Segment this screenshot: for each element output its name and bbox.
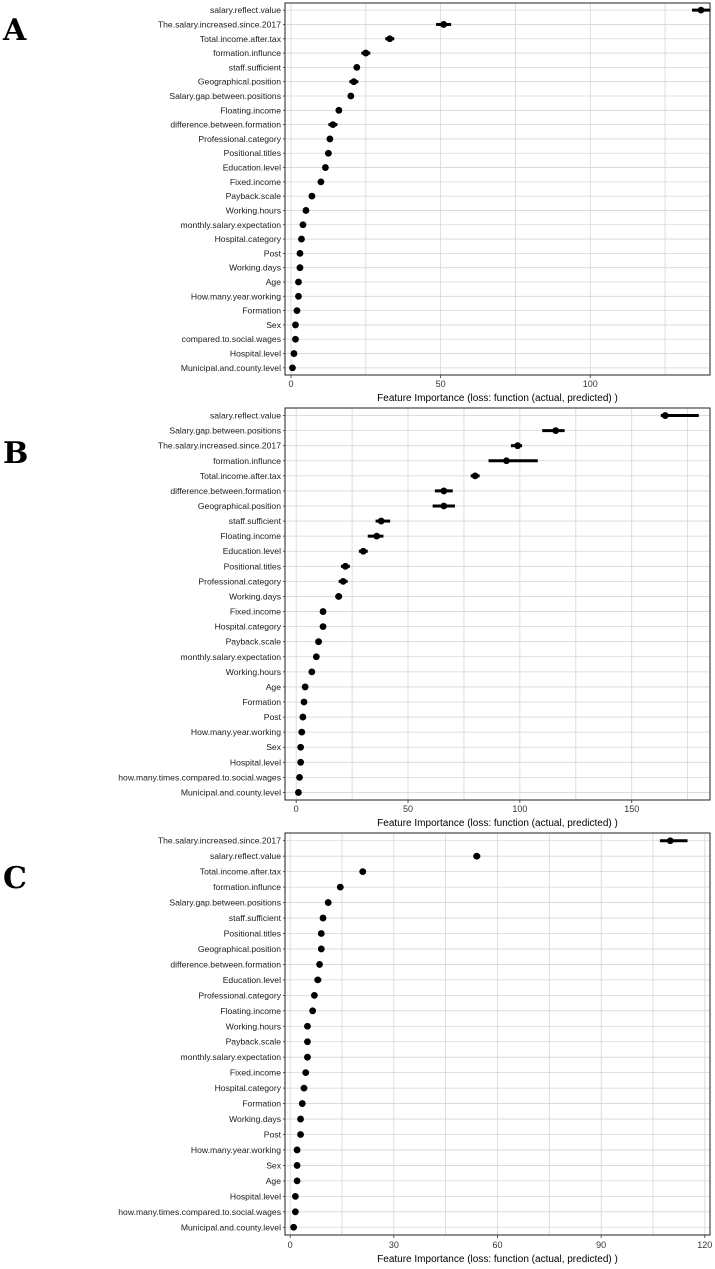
feature-label: Working.hours: [225, 205, 281, 216]
feature-label: Working.days: [229, 262, 281, 273]
data-point: [297, 264, 304, 271]
feature-label: formation.influnce: [213, 48, 281, 59]
feature-label: Payback.scale: [225, 1036, 281, 1047]
data-point: [297, 250, 304, 257]
feature-label: Municipal.and.county.level: [180, 362, 281, 373]
data-point: [297, 1116, 304, 1123]
panel-a: [2, 3, 710, 404]
feature-label: Geographical.position: [197, 501, 281, 511]
data-point: [473, 853, 480, 860]
feature-label: The.salary.increased.since.2017: [157, 835, 281, 846]
x-tick-label: 0: [287, 1240, 293, 1250]
data-point: [320, 915, 327, 922]
data-point: [362, 50, 369, 57]
data-point: [514, 442, 521, 449]
feature-label: Hospital.category: [214, 621, 281, 632]
data-point: [340, 578, 347, 585]
feature-label: How.many.year.working: [190, 291, 281, 302]
data-point: [300, 221, 307, 228]
feature-label: Positional.titles: [223, 928, 281, 939]
panel-c: [3, 833, 712, 1265]
data-point: [322, 164, 329, 171]
data-point: [314, 976, 321, 983]
x-tick-label: 60: [492, 1240, 503, 1250]
feature-label: Age: [265, 277, 281, 287]
feature-label: Education.level: [222, 162, 281, 173]
feature-label: Hospital.category: [214, 234, 281, 245]
feature-label: How.many.year.working: [190, 727, 281, 738]
data-point: [290, 1224, 297, 1231]
feature-label: Total.income.after.tax: [199, 866, 281, 877]
x-tick-label: 120: [697, 1240, 713, 1250]
feature-label: Professional.category: [198, 576, 281, 587]
feature-label: Working.days: [229, 591, 281, 602]
data-point: [440, 488, 447, 495]
data-point: [309, 193, 316, 200]
feature-label: Age: [265, 681, 281, 692]
feature-label: Post: [263, 712, 281, 723]
panel-label: C: [3, 861, 27, 896]
data-point: [347, 93, 354, 100]
data-point: [318, 946, 325, 953]
feature-label: Education.level: [222, 546, 281, 557]
data-point: [326, 136, 333, 143]
data-point: [297, 744, 304, 751]
feature-label: Sex: [266, 1160, 281, 1171]
plot-frame: [285, 3, 710, 375]
data-point: [378, 518, 385, 525]
data-point: [360, 548, 367, 555]
feature-label: Sex: [266, 319, 281, 330]
data-point: [337, 884, 344, 891]
feature-label: salary.reflect.value: [209, 410, 281, 421]
data-point: [292, 1208, 299, 1215]
gridlines: [285, 833, 710, 1235]
feature-label: Age: [265, 1175, 281, 1186]
feature-label: compared.to.social.wages: [181, 334, 281, 345]
gridlines: [285, 408, 710, 800]
feature-label: Education.level: [222, 974, 281, 985]
data-point: [353, 64, 360, 71]
feature-label: Formation: [242, 697, 281, 707]
feature-label: Salary.gap.between.positions: [169, 897, 281, 908]
feature-label: Geographical.position: [197, 76, 281, 87]
x-tick-label: 50: [403, 804, 414, 814]
data-point: [301, 1085, 308, 1092]
data-point: [318, 178, 325, 185]
feature-label: Hospital.level: [229, 348, 281, 359]
data-point: [350, 78, 357, 85]
data-point: [472, 472, 479, 479]
feature-label: Sex: [266, 742, 281, 753]
data-point: [325, 899, 332, 906]
data-point: [386, 35, 393, 42]
feature-label: Positional.titles: [223, 561, 281, 572]
feature-label: Payback.scale: [225, 191, 281, 202]
data-point: [303, 207, 310, 214]
data-point: [299, 1100, 306, 1107]
data-point: [295, 279, 302, 286]
data-point: [302, 1069, 309, 1076]
feature-label: staff.sufficient: [228, 516, 281, 527]
data-point: [294, 1162, 301, 1169]
data-point: [295, 789, 302, 796]
feature-label: Hospital.level: [229, 757, 281, 768]
feature-label: staff.sufficient: [228, 913, 281, 924]
data-point: [304, 1054, 311, 1061]
feature-label: Working.days: [229, 1114, 281, 1125]
data-point: [440, 503, 447, 510]
data-point: [294, 307, 301, 314]
x-tick-label: 0: [288, 379, 294, 389]
data-point: [552, 427, 559, 434]
data-point: [299, 714, 306, 721]
panel-b: [3, 408, 710, 829]
feature-label: Fixed.income: [229, 606, 281, 617]
data-point: [342, 563, 349, 570]
feature-label: difference.between.formation: [170, 485, 281, 496]
data-point: [320, 623, 327, 630]
feature-label: How.many.year.working: [190, 1144, 281, 1155]
x-tick-label: 50: [435, 379, 446, 389]
data-point: [329, 121, 336, 128]
feature-label: Floating.income: [220, 105, 281, 116]
feature-label: Positional.titles: [223, 148, 281, 159]
feature-label: difference.between.formation: [170, 119, 281, 130]
feature-label: Floating.income: [220, 531, 281, 542]
data-point: [297, 759, 304, 766]
feature-label: how.many.times.compared.to.social.wages: [118, 1206, 281, 1217]
x-tick-label: 90: [596, 1240, 607, 1250]
feature-label: monthly.salary.expectation: [180, 651, 281, 662]
data-point: [325, 150, 332, 157]
x-axis-title: Feature Importance (loss: function (actual, predicted) ): [377, 1254, 618, 1265]
data-point: [698, 7, 705, 14]
data-point: [291, 350, 298, 357]
x-axis-title: Feature Importance (loss: function (actual, predicted) ): [377, 818, 618, 829]
data-point: [298, 729, 305, 736]
feature-label: Salary.gap.between.positions: [169, 425, 281, 436]
feature-label: Payback.scale: [225, 636, 281, 647]
data-point: [298, 236, 305, 243]
feature-label: Total.income.after.tax: [199, 470, 281, 481]
data-point: [311, 992, 318, 999]
feature-label: Post: [263, 1129, 281, 1140]
feature-label: Geographical.position: [197, 943, 281, 954]
data-point: [304, 1038, 311, 1045]
feature-label: salary.reflect.value: [209, 5, 281, 16]
feature-label: Hospital.category: [214, 1083, 281, 1094]
feature-label: Post: [263, 248, 281, 259]
plot-frame: [285, 408, 710, 800]
feature-label: Hospital.level: [229, 1191, 281, 1202]
data-point: [289, 364, 296, 371]
feature-label: Municipal.and.county.level: [180, 1222, 281, 1233]
data-point: [313, 653, 320, 660]
feature-label: Total.income.after.tax: [199, 33, 281, 44]
data-point: [292, 322, 299, 329]
feature-label: formation.influnce: [213, 455, 281, 466]
data-point: [335, 593, 342, 600]
gridlines: [285, 3, 710, 375]
feature-label: difference.between.formation: [170, 959, 281, 970]
data-point: [309, 1007, 316, 1014]
data-point: [373, 533, 380, 540]
data-point: [503, 457, 510, 464]
feature-label: formation.influnce: [213, 882, 281, 893]
data-point: [335, 107, 342, 114]
feature-label: staff.sufficient: [228, 62, 281, 73]
x-tick-label: 30: [388, 1240, 399, 1250]
feature-label: Fixed.income: [229, 1067, 281, 1078]
feature-label: The.salary.increased.since.2017: [157, 19, 281, 30]
data-point: [295, 293, 302, 300]
data-point: [296, 774, 303, 781]
feature-label: how.many.times.compared.to.social.wages: [118, 772, 281, 783]
data-point: [662, 412, 669, 419]
data-point: [320, 608, 327, 615]
x-tick-label: 100: [512, 804, 528, 814]
data-point: [308, 668, 315, 675]
feature-label: Working.hours: [225, 1021, 281, 1032]
data-point: [294, 1177, 301, 1184]
x-tick-label: 0: [293, 804, 299, 814]
data-point: [316, 961, 323, 968]
data-point: [297, 1131, 304, 1138]
data-point: [304, 1023, 311, 1030]
data-point: [302, 684, 309, 691]
panel-label: A: [3, 13, 27, 48]
feature-label: Formation: [242, 305, 281, 316]
data-point: [292, 336, 299, 343]
feature-label: The.salary.increased.since.2017: [157, 440, 281, 451]
feature-label: salary.reflect.value: [209, 851, 281, 862]
x-tick-label: 150: [624, 804, 640, 814]
data-point: [440, 21, 447, 28]
feature-label: monthly.salary.expectation: [180, 1052, 281, 1063]
feature-label: Working.hours: [225, 666, 281, 677]
x-axis-title: Feature Importance (loss: function (actual, predicted) ): [377, 393, 618, 404]
panel-label: B: [3, 436, 29, 471]
data-point: [359, 868, 366, 875]
data-point: [292, 1193, 299, 1200]
x-tick-label: 100: [582, 379, 598, 389]
feature-label: Professional.category: [198, 990, 281, 1001]
data-point: [318, 930, 325, 937]
feature-label: Fixed.income: [229, 176, 281, 187]
data-point: [294, 1147, 301, 1154]
feature-label: monthly.salary.expectation: [180, 219, 281, 230]
feature-label: Professional.category: [198, 133, 281, 144]
data-point: [667, 837, 674, 844]
data-point: [301, 699, 308, 706]
feature-label: Formation: [242, 1098, 281, 1109]
feature-label: Salary.gap.between.positions: [169, 91, 281, 101]
data-point: [315, 638, 322, 645]
feature-label: Municipal.and.county.level: [180, 787, 281, 798]
feature-label: Floating.income: [220, 1005, 281, 1016]
